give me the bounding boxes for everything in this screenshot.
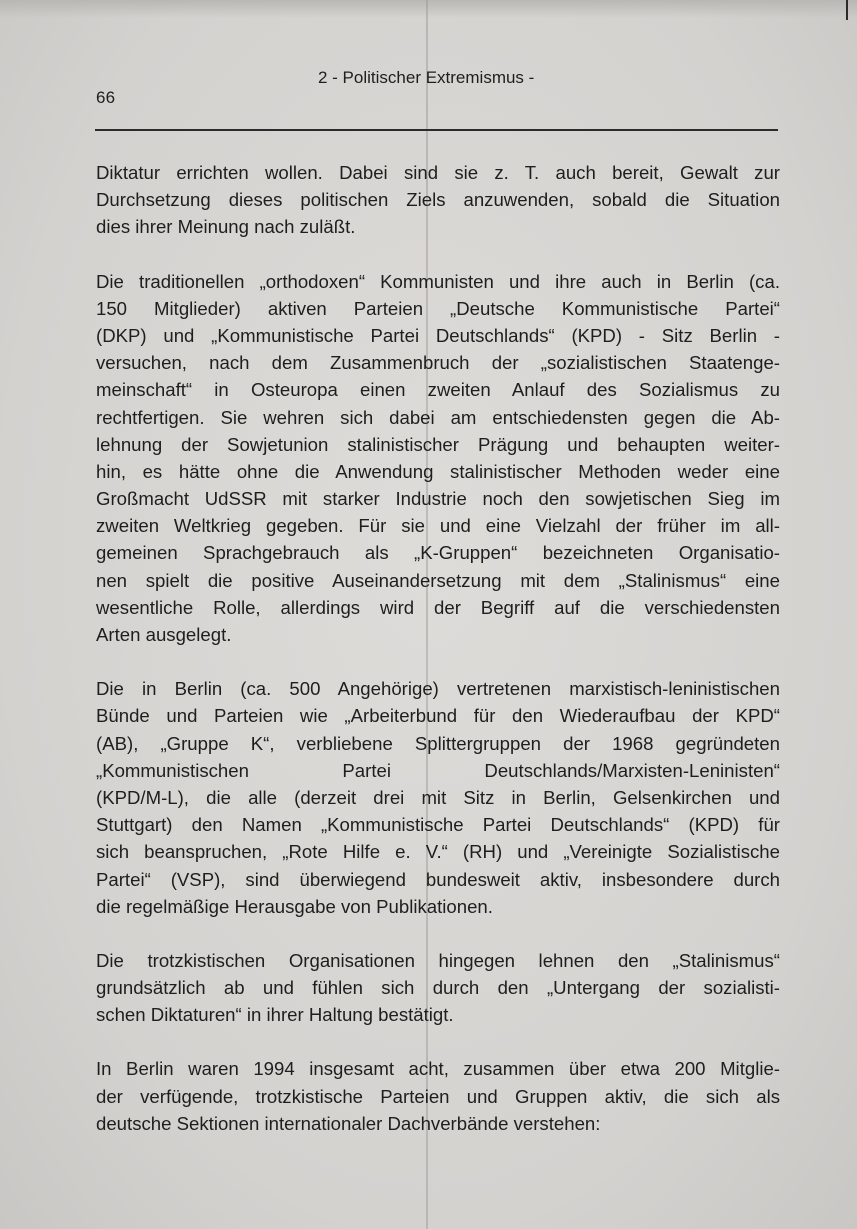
page-number: 66 [96, 88, 116, 107]
text-line: grundsätzlich ab und fühlen sich durch den „Untergang der sozialisti- [96, 977, 780, 999]
text-line: Bünde und Parteien wie „Arbeiterbund für den Wiederaufbau der KPD“ [96, 705, 780, 727]
text-line: wesentliche Rolle, allerdings wird der Begriff auf die verschiedensten [96, 596, 780, 618]
text-line: die regelmäßige Herausgabe von Publikationen. [96, 895, 493, 917]
text-line: Stuttgart) den Namen „Kommunistische Partei Deutschlands“ (KPD) für [96, 814, 780, 836]
paragraph [96, 675, 780, 920]
text-line: sich beanspruchen, „Rote Hilfe e. V.“ (RH) und „Vereinigte Sozialistische [96, 841, 780, 863]
text-line: Arten ausgelegt. [96, 624, 232, 645]
paragraph [96, 159, 780, 241]
text-line: deutsche Sektionen internationaler Dachverbände verstehen: [96, 1112, 601, 1134]
paragraph [96, 268, 780, 649]
running-head: 2 - Politischer Extremismus - [318, 68, 535, 87]
paragraph [96, 1055, 780, 1137]
scan-top-shadow [0, 0, 857, 18]
text-line: gemeinen Sprachgebrauch als „K-Gruppen“ bezeichneten Organisatio- [96, 542, 780, 564]
text-line: versuchen, nach dem Zusammenbruch der „sozialistischen Staatenge- [96, 352, 780, 374]
text-line: (DKP) und „Kommunistische Partei Deutschlands“ (KPD) - Sitz Berlin - [96, 324, 780, 346]
text-line: (KPD/M-L), die alle (derzeit drei mit Sitz in Berlin, Gelsenkirchen und [96, 786, 780, 808]
text-line: dies ihrer Meinung nach zuläßt. [96, 216, 356, 238]
text-line: „Kommunistischen Partei Deutschlands/Marxisten-Leninisten“ [96, 759, 780, 781]
text-line: Die traditionellen „orthodoxen“ Kommunisten und ihre auch in Berlin (ca. [96, 270, 780, 292]
text-line: Durchsetzung dieses politischen Ziels anzuwenden, sobald die Situation [96, 189, 780, 211]
text-line: (AB), „Gruppe K“, verbliebene Splittergruppen der 1968 gegründeten [96, 732, 780, 754]
text-line: der verfügende, trotzkistische Parteien und Gruppen aktiv, die sich als [96, 1085, 780, 1107]
body-text [96, 159, 780, 1164]
scan-edge-mark [846, 0, 848, 20]
text-line: 150 Mitglieder) aktiven Parteien „Deutsche Kommunistische Partei“ [96, 297, 780, 319]
text-line: zweiten Weltkrieg gegeben. Für sie und eine Vielzahl der früher im all- [96, 515, 780, 537]
text-line: rechtfertigen. Sie wehren sich dabei am entschiedensten gegen die Ab- [96, 406, 780, 428]
text-line: Partei“ (VSP), sind überwiegend bundesweit aktiv, insbesondere durch [96, 868, 780, 890]
text-line: meinschaft“ in Osteuropa einen zweiten Anlauf des Sozialismus zu [96, 379, 780, 401]
text-line: Großmacht UdSSR mit starker Industrie noch den sowjetischen Sieg im [96, 488, 780, 510]
text-line: Diktatur errichten wollen. Dabei sind sie z. T. auch bereit, Gewalt zur [96, 162, 780, 183]
text-line: hin, es hätte ohne die Anwendung stalinistischer Methoden weder eine [96, 460, 780, 482]
header-rule [95, 129, 778, 131]
text-line: Die trotzkistischen Organisationen hingegen lehnen den „Stalinismus“ [96, 949, 780, 971]
paragraph [96, 947, 780, 1029]
text-line: lehnung der Sowjetunion stalinistischer Prägung und behaupten weiter- [96, 433, 780, 455]
text-line: nen spielt die positive Auseinandersetzung mit dem „Stalinismus“ eine [96, 569, 780, 591]
text-line: In Berlin waren 1994 insgesamt acht, zusammen über etwa 200 Mitglie- [96, 1058, 780, 1080]
text-line: schen Diktaturen“ in ihrer Haltung bestätigt. [96, 1004, 454, 1026]
text-line: Die in Berlin (ca. 500 Angehörige) vertretenen marxistisch-leninistischen [96, 678, 780, 700]
